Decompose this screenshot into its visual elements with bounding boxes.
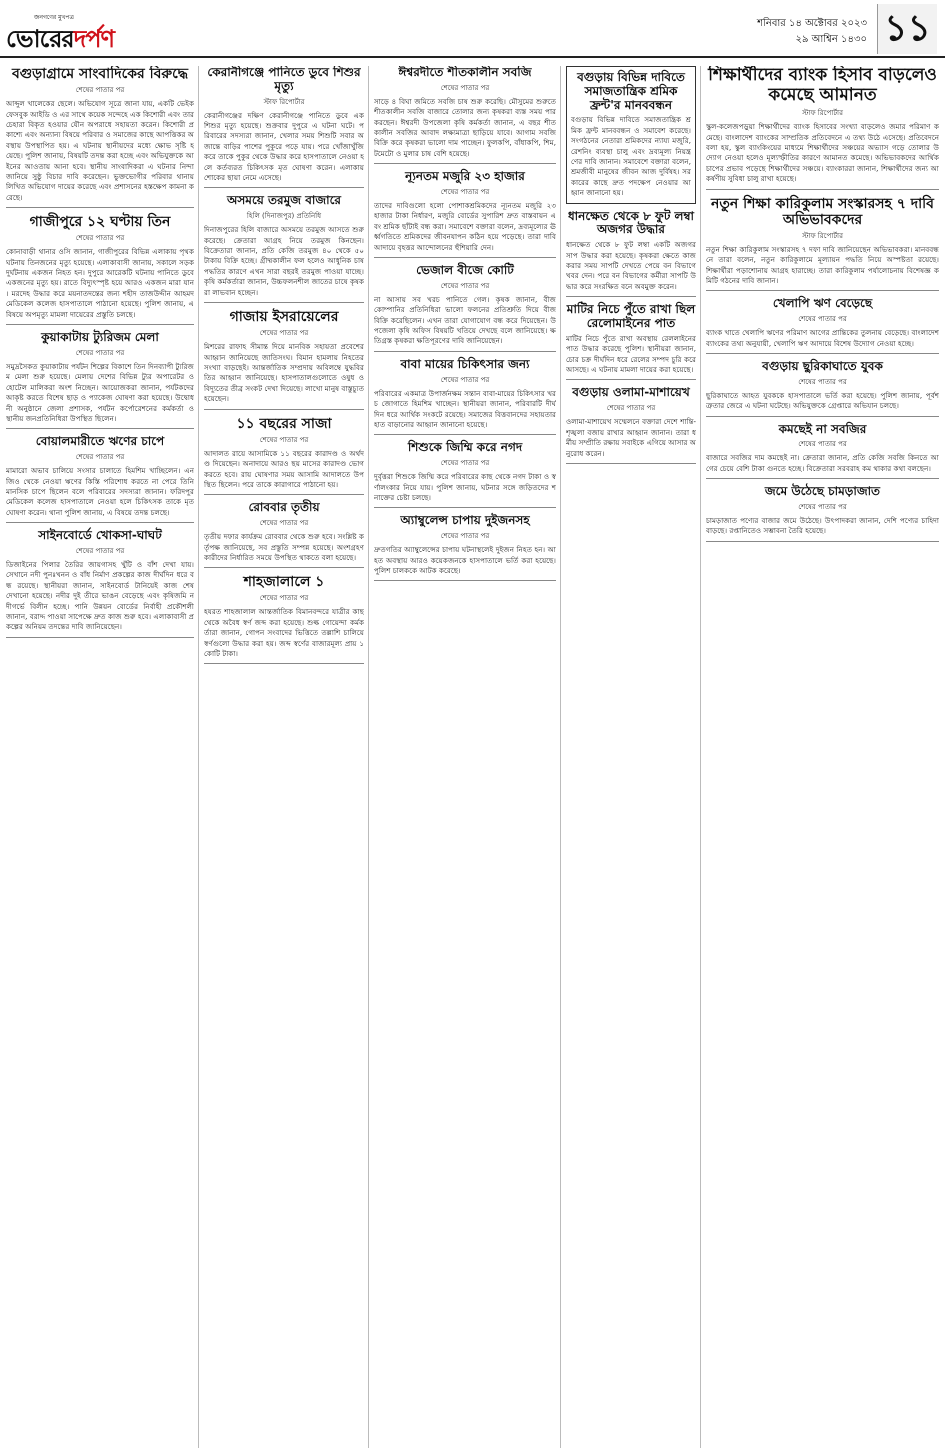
story-headline: রোববার তৃতীয় (248, 500, 320, 515)
story-headline: বোয়ালমারীতে ঋণের চাপে (35, 434, 165, 449)
story-headline: শাহজালালে ১ (243, 574, 325, 591)
news-story (6, 214, 194, 325)
story-headline: ভেজাল বীজে কোটি (416, 263, 514, 278)
masthead (0, 0, 945, 58)
news-story (204, 416, 364, 496)
news-story (374, 264, 556, 352)
news-story (706, 196, 939, 292)
logo-part-2: দর্পণ (73, 25, 115, 53)
story-body: হযরত শাহজালাল আন্তর্জাতিক বিমানবন্দরে যাত্রীর কাছ থেকে অবৈধ স্বর্ণ জব্দ করা হয়েছে। শুল্ক গোয়েন্দা কর্মকর্তারা জানান, গোপন সংবাদের ভিত্তিতে তল্লাশি চালিয়ে স্বর্ণগুলো উদ্ধার করা হয়। জব্দ স্বর্ণের বাজারমূল্য প্রায় ১ কোটি টাকা। (204, 607, 364, 659)
story-headline: কমছেই না সবজির (778, 421, 867, 436)
story-headline: বগুড়ায় বিভিন্ন দাবিতে সমাজতান্ত্রিক শ্রমিক ফ্রন্ট'র মানববন্ধন (577, 70, 685, 112)
story-subhead: শেষের পাতার পর (440, 459, 490, 468)
story-body: তাদের দাবিগুলো হলো পোশাকশ্রমিকদের ন্যূনতম মজুরি ২৩ হাজার টাকা নির্ধারণ, মজুরি বোর্ডের সুপারিশ দ্রুত বাস্তবায়ন এবং শ্রমিক ছাঁটাই বন্ধ করা। সমাবেশে বক্তারা বলেন, দ্রব্যমূল্যের ঊর্ধ্বগতিতে শ্রমিকদের জীবনযাপন কঠিন হয়ে পড়েছে। তারা দাবি আদায়ে বৃহত্তর আন্দোলনের হুঁশিয়ারি দেন। (374, 201, 556, 252)
story-subhead: স্টাফ রিপোর্টার (263, 97, 305, 106)
story-subhead: শেষের পাতার পর (75, 234, 125, 243)
story-body: কেরানীগঞ্জের দক্ষিণ কেরানীগঞ্জে পানিতে ডুবে এক শিশুর মৃত্যু হয়েছে। শুক্রবার দুপুরে এ ঘটনা ঘটে। পরিবারের সদস্যরা জানান, খেলার সময় শিশুটি সবার অজান্তে বাড়ির পাশের পুকুরে পড়ে যায়। পরে খোঁজাখুঁজি করে তাকে পুকুর থেকে উদ্ধার করে হাসপাতালে নেওয়া হলে কর্তব্যরত চিকিৎসক মৃত ঘোষণা করেন। এলাকায় শোকের ছায়া নেমে এসেছে। (204, 110, 364, 183)
column-divider (368, 66, 369, 1448)
story-headline: কুয়াকাটায় ট্যুরিজম মেলা (41, 330, 159, 345)
story-subhead: শেষের পাতার পর (75, 86, 125, 95)
story-headline: খেলাপি ঋণ বেড়েছে (772, 296, 873, 311)
column-4 (566, 66, 696, 1448)
story-body: ডিজাইনের পিলার তৈরির জায়গাসহ খুঁটি ও বাঁশ দেখা যায়। সেখানে নদী পুনঃখনন ও বাঁধ নির্মাণ প্রকল্পের কাজ দীর্ঘদিন ধরে বন্ধ রয়েছে। স্থানীয়রা জানান, সাইনবোর্ড টানিয়েই কাজ শেষ দেখানো হয়েছে। নদীর দুই তীরে ভাঙন বেড়েছে এবং কৃষিজমি নদীগর্ভে বিলীন হচ্ছে। পানি উন্নয়ন বোর্ডের নির্বাহী প্রকৌশলী জানান, বরাদ্দ পাওয়া সাপেক্ষে দ্রুত কাজ শুরু হবে। এলাকাবাসী প্রকল্পের অনিয়ম তদন্তের দাবি জানিয়েছেন। (6, 559, 194, 632)
news-story (204, 194, 364, 303)
story-subhead: শেষের পাতার পর (259, 519, 309, 528)
news-story (706, 360, 939, 417)
column-1 (6, 66, 194, 1448)
story-headline: ঈশ্বরদীতে শীতকালীন সবজি (398, 66, 532, 79)
news-story (706, 423, 939, 480)
date-bangla: ২৯ আশ্বিন ১৪৩০ (795, 34, 867, 45)
news-story (566, 210, 696, 298)
story-body: মামারো অভাব চালিয়ে সংসার চালাতে হিমশিম খাচ্ছিলেন। এনজিও থেকে নেওয়া ঋণের কিস্তি পরিশোধ করতে না পেরে তিনি মানসিক চাপে ছিলেন বলে পরিবারের সদস্যরা জানান। ফরিদপুর মেডিকেল কলেজ হাসপাতালে নেওয়া হলে চিকিৎসক তাকে মৃত ঘোষণা করেন। থানা পুলিশ জানায়, এ বিষয়ে তদন্ত চলছে। (6, 466, 194, 517)
column-divider (560, 66, 561, 1448)
story-subhead: শেষের পাতার পর (75, 348, 125, 357)
page-number: ১১ (877, 4, 937, 54)
story-subhead: শেষের পাতার পর (798, 315, 847, 324)
story-subhead: শেষের পাতার পর (259, 435, 309, 444)
news-story (374, 170, 556, 258)
story-headline: বগুড়াগ্রামে সাংবাদিকের বিরুদ্ধে (11, 66, 189, 82)
story-headline: নতুন শিক্ষা কারিকুলাম সংস্কারসহ ৭ দাবি অভিভাবকদের (711, 195, 934, 228)
story-headline: কেরানীগঞ্জে পানিতে ডুবে শিশুর মৃত্যু (207, 66, 361, 93)
story-body: বাজারে সবজির দাম কমছেই না। ক্রেতারা জানান, প্রতি কেজি সবজি কিনতে আগের চেয়ে বেশি টাকা গুনতে হচ্ছে। বিক্রেতারা সরবরাহ কম থাকার কথা বলছেন। (706, 453, 939, 473)
story-headline: ন্যূনতম মজুরি ২৩ হাজার (405, 169, 525, 184)
story-body: ব্যাংক খাতে খেলাপি ঋণের পরিমাণ আগের প্রান্তিকের তুলনায় বেড়েছে। বাংলাদেশ ব্যাংকের তথ্য অনুযায়ী, খেলাপি ঋণ আদায়ে বিশেষ উদ্যোগ নেওয়া হচ্ছে। (706, 328, 939, 348)
story-subhead: শেষের পাতার পর (798, 502, 847, 511)
column-divider (198, 66, 199, 1448)
story-subhead: শেষের পাতার পর (440, 375, 490, 384)
column-divider (700, 66, 701, 1448)
story-subhead: শেষের পাতার পর (259, 594, 309, 603)
story-subhead: শেষের পাতার পর (798, 440, 847, 449)
news-story (6, 331, 194, 429)
news-story (374, 441, 556, 508)
news-story (566, 66, 696, 204)
story-headline: জমে উঠেছে চামড়াজাত (764, 484, 881, 499)
story-subhead: শেষের পাতার পর (75, 453, 125, 462)
story-subhead: শেষের পাতার পর (440, 281, 490, 290)
story-subhead: শেষের পাতার পর (440, 188, 490, 197)
story-headline: বগুড়ায় ছুরিকাঘাতে যুবক (762, 358, 883, 373)
column-3 (374, 66, 556, 1448)
news-story (6, 435, 194, 523)
news-story (706, 297, 939, 354)
date-gregorian: শনিবার ১৪ অক্টোবর ২০২৩ (757, 18, 867, 29)
news-story (6, 529, 194, 638)
story-body: স্কুল-কলেজপড়ুয়া শিক্ষার্থীদের ব্যাংক হিসাবের সংখ্যা বাড়লেও জমার পরিমাণ কমেছে। বাংলাদেশ ব্যাংকের সাম্প্রতিক প্রতিবেদনে এ তথ্য উঠে এসেছে। প্রতিবেদনে বলা হয়, স্কুল ব্যাংকিংয়ের মাধ্যমে শিক্ষার্থীদের সঞ্চয়ের অভ্যাস গড়ে তোলার উদ্যোগ নেওয়া হলেও মূল্যস্ফীতির কারণে আমানত কমেছে। অভিভাবকদের আর্থিক চাপের প্রভাব পড়েছে শিক্ষার্থীদের সঞ্চয়ে। ব্যাংকাররা জানান, শিক্ষার্থীদের জন্য আকর্ষণীয় সুবিধা চালু রাখা হয়েছে। (706, 122, 939, 184)
news-story (374, 66, 556, 164)
story-subhead: স্টাফ রিপোর্টার (802, 231, 843, 240)
news-story (6, 66, 194, 208)
news-story (204, 574, 364, 664)
story-subhead: শেষের পাতার পর (606, 404, 656, 413)
story-headline: শিক্ষার্থীদের ব্যাংক হিসাব বাড়লেও কমেছে আমানত (708, 66, 937, 105)
story-headline: অ্যাম্বুলেন্স চাপায় দুইজনসহ (400, 513, 530, 528)
story-body: কোনাবাড়ী থানার ওসি জানান, গাজীপুরের বিভিন্ন এলাকায় পৃথক ঘটনায় তিনজনের মৃত্যু হয়েছে। এলাকাবাসী জানায়, সকালে সড়ক দুর্ঘটনায় একজন নিহত হন। দুপুরে আরেকটি ঘটনায় পানিতে ডুবে একজনের মৃত্যু হয়। রাতে বিদ্যুৎস্পৃষ্ট হয়ে আরও একজন মারা যান। মরদেহ উদ্ধার করে ময়নাতদন্তের জন্য শহীদ তাজউদ্দীন আহমদ মেডিকেল কলেজ হাসপাতালে পাঠানো হয়েছে। পুলিশ জানায়, এ বিষয়ে অপমৃত্যু মামলা দায়েরের প্রস্তুতি চলছে। (6, 247, 194, 319)
logo-part-1: ভোরের (6, 25, 74, 53)
story-subhead: হিলি (দিনাজপুর) প্রতিনিধি (246, 212, 322, 221)
news-story (706, 66, 939, 190)
story-subhead: স্টাফ রিপোর্টার (802, 109, 843, 118)
logo-tagline: জনগণের মুখপত্র (34, 14, 74, 21)
news-story (706, 485, 939, 542)
story-headline: গাজায় ইসরায়েলের (229, 309, 339, 326)
news-story (566, 303, 696, 380)
story-headline: অসময়ে তরমুজ বাজারে (226, 193, 342, 208)
story-headline: বগুড়ায় ওলামা-মাশায়েখ (572, 385, 690, 400)
story-subhead: শেষের পাতার পর (75, 546, 125, 555)
news-story (374, 514, 556, 581)
story-body: পরিবারের একমাত্র উপার্জনক্ষম সন্তান বাবা-মায়ের চিকিৎসার খরচ জোগাতে হিমশিম খাচ্ছেন। স্থানীয়রা জানান, পরিবারটি দীর্ঘদিন ধরে আর্থিক সংকটে রয়েছে। সমাজের বিত্তবানদের সহায়তার হাত বাড়ানোর আহ্বান জানানো হয়েছে। (374, 388, 556, 429)
news-story (204, 66, 364, 188)
story-subhead: শেষের পাতার পর (440, 83, 490, 92)
story-body: মিশরের রাফাহ সীমান্ত দিয়ে মানবিক সহায়তা প্রবেশের আহ্বান জানিয়েছে জাতিসংঘ। বিমান হামলায় নিহতের সংখ্যা বাড়ছেই। আন্তর্জাতিক সম্প্রদায় অবিলম্বে যুদ্ধবিরতির আহ্বান জানিয়েছে। হাসপাতালগুলোতে ওষুধ ও বিদ্যুতের তীব্র সংকট দেখা দিয়েছে। লাখো মানুষ বাস্তুচ্যুত হয়েছেন। (204, 342, 364, 404)
story-subhead: শেষের পাতার পর (440, 532, 490, 541)
story-headline: ধানক্ষেত থেকে ৮ ফুট লম্বা অজগর উদ্ধার (567, 208, 695, 237)
story-headline: ১১ বছরের সাজা (236, 415, 332, 432)
story-body: সমুদ্রসৈকত কুয়াকাটায় পর্যটন শিল্পের বিকাশে তিন দিনব্যাপী ট্যুরিজম মেলা শুরু হয়েছে। মেলায় দেশের বিভিন্ন ট্যুর অপারেটর ও হোটেল মালিকরা অংশ নিচ্ছেন। আয়োজকরা জানান, পর্যটকদের আকৃষ্ট করতে বিশেষ ছাড় ও প্যাকেজ ঘোষণা করা হয়েছে। উদ্বোধনী অনুষ্ঠানে জেলা প্রশাসক, পর্যটন কর্পোরেশনের কর্মকর্তা ও স্থানীয় জনপ্রতিনিধিরা উপস্থিত ছিলেন। (6, 361, 194, 423)
story-headline: বাবা মায়ের চিকিৎসার জন্য (400, 356, 530, 371)
story-subhead: শেষের পাতার পর (259, 329, 309, 338)
story-body: দিনাজপুরের হিলি বাজারে অসময়ে তরমুজ আসতে শুরু করেছে। ক্রেতারা আগ্রহ নিয়ে তরমুজ কিনছেন। বিক্রেতারা জানান, প্রতি কেজি তরমুজ ৪০ থেকে ৫০ টাকায় বিক্রি হচ্ছে। গ্রীষ্মকালীন ফল হলেও আধুনিক চাষ পদ্ধতির কারণে এখন সারা বছরই তরমুজ পাওয়া যাচ্ছে। কৃষি কর্মকর্তারা জানান, উচ্চফলনশীল জাতের চাষে কৃষকরা লাভবান হচ্ছেন। (204, 225, 364, 297)
news-story (204, 309, 364, 410)
story-body: দুর্বৃত্তরা শিশুকে জিম্মি করে পরিবারের কাছ থেকে নগদ টাকা ও স্বর্ণালংকার নিয়ে যায়। পুলিশ জানায়, ঘটনার সঙ্গে জড়িতদের শনাক্তের চেষ্টা চলছে। (374, 472, 556, 502)
column-5 (706, 66, 939, 1448)
story-body: দ্রুতগতির অ্যাম্বুলেন্সের চাপায় ঘটনাস্থলেই দুইজন নিহত হন। আহত অবস্থায় আরও কয়েকজনকে হাসপাতালে ভর্তি করা হয়েছে। পুলিশ চালককে আটক করেছে। (374, 545, 556, 575)
story-body: বগুড়ায় বিভিন্ন দাবিতে সমাজতান্ত্রিক শ্রমিক ফ্রন্ট মানববন্ধন ও সমাবেশ করেছে। সংগঠনের নেতারা শ্রমিকদের ন্যায্য মজুরি, রেশনিং ব্যবস্থা চালু এবং দ্রব্যমূল্য নিয়ন্ত্রণের দাবি জানান। সমাবেশে বক্তারা বলেন, শ্রমজীবী মানুষের জীবন আজ দুর্বিষহ। সরকারের কাছে দ্রুত পদক্ষেপ নেওয়ার আহ্বান জানানো হয়। (571, 115, 691, 198)
logo-text (6, 21, 114, 61)
story-body: ছুরিকাঘাতে আহত যুবককে হাসপাতালে ভর্তি করা হয়েছে। পুলিশ জানায়, পূর্বশত্রুতার জেরে এ ঘটনা ঘটেছে। অভিযুক্তকে গ্রেপ্তারে অভিযান চলছে। (706, 390, 939, 411)
story-body: নতুন শিক্ষা কারিকুলাম সংস্কারসহ ৭ দফা দাবি জানিয়েছেন অভিভাবকরা। মানববন্ধনে তারা বলেন, নতুন কারিকুলামে মূল্যায়ন পদ্ধতি নিয়ে অস্পষ্টতা রয়েছে। শিক্ষার্থীরা পড়াশোনায় আগ্রহ হারাচ্ছে। তারা কারিকুলাম পর্যালোচনায় বিশেষজ্ঞ কমিটি গঠনের দাবি জানান। (706, 244, 939, 285)
column-2 (204, 66, 364, 1448)
story-body: চামড়াজাত পণ্যের বাজার জমে উঠেছে। উৎপাদকরা জানান, দেশি পণ্যের চাহিদা বাড়ছে। রপ্তানিতেও সম্ভাবনা তৈরি হয়েছে। (706, 515, 939, 536)
story-body: মাটির নিচে পুঁতে রাখা অবস্থায় রেললাইনের পাত উদ্ধার করেছে পুলিশ। স্থানীয়রা জানান, চোর চক্র দীর্ঘদিন ধরে রেলের সম্পদ চুরি করে আসছে। এ ঘটনায় মামলা দায়ের করা হয়েছে। (566, 333, 696, 375)
story-headline: গাজীপুরে ১২ ঘণ্টায় তিন (29, 214, 171, 231)
news-story (374, 358, 556, 435)
news-story (204, 501, 364, 568)
story-body: না আসায় সব খরচ পানিতে গেল। কৃষক জানান, বীজ কোম্পানির প্রতিনিধিরা ভালো ফলনের প্রতিশ্রুতি দিয়ে বীজ বিক্রি করেছিলেন। এখন তারা যোগাযোগ বন্ধ করে দিয়েছেন। উপজেলা কৃষি অফিস বিষয়টি খতিয়ে দেখছে বলে জানিয়েছে। ক্ষতিগ্রস্ত কৃষকরা ক্ষতিপূরণের দাবি জানিয়েছেন। (374, 294, 556, 346)
story-body: আদালত রায়ে আসামিকে ১১ বছরের কারাদণ্ড ও অর্থদণ্ড দিয়েছেন। অনাদায়ে আরও ছয় মাসের কারাদণ্ড ভোগ করতে হবে। রায় ঘোষণার সময় আসামি আদালতে উপস্থিত ছিলেন। পরে তাকে কারাগারে পাঠানো হয়। (204, 448, 364, 489)
news-story (566, 386, 696, 463)
story-body: ধানক্ষেত থেকে ৮ ফুট লম্বা একটি অজগর সাপ উদ্ধার করা হয়েছে। কৃষকরা ক্ষেতে কাজ করার সময় সাপটি দেখতে পেয়ে বন বিভাগে খবর দেন। পরে বন বিভাগের কর্মীরা সাপটি উদ্ধার করে সংরক্ষিত বনে অবমুক্ত করেন। (566, 240, 696, 291)
story-body: সাড়ে ৪ বিঘা জমিতে সবজি চাষ শুরু করেছি। মৌসুমের শুরুতে শীতকালীন সবজি বাজারে তোলার জন্য কৃষকরা ব্যস্ত সময় পার করছেন। ঈশ্বরদী উপজেলা কৃষি কর্মকর্তা জানান, এ বছর শীতকালীন সবজির আবাদ লক্ষ্যমাত্রা ছাড়িয়ে যাবে। আগাম সবজি বিক্রি করে কৃষকরা ভালো দাম পাচ্ছেন। ফুলকপি, বাঁধাকপি, শিম, টমেটো ও মুলার চাষ বেশি হয়েছে। (374, 96, 556, 158)
story-body: তৃতীয় দফার কার্যক্রম রোববার থেকে শুরু হবে। সংশ্লিষ্ট কর্তৃপক্ষ জানিয়েছে, সব প্রস্তুতি সম্পন্ন হয়েছে। অংশগ্রহণকারীদের নির্ধারিত সময়ে উপস্থিত থাকতে বলা হয়েছে। (204, 532, 364, 562)
story-subhead: শেষের পাতার পর (798, 377, 847, 386)
story-headline: মাটির নিচে পুঁতে রাখা ছিল রেলোমাইনের পাত (566, 302, 696, 331)
dateline (757, 16, 867, 48)
story-body: আব্দুল খালেকের ছেলে। অভিযোগ সূত্রে জানা যায়, একটি ভেইক ফেসবুক আইডি ও এর সাথে কয়েক সন্দেহে এক কিশোরী এবং তার চেহারা বিকৃত হওয়ার যৌন অপরাধে সহায়তা করেন। কিশোরী প্রকাশ্যে এবং অন্যান্য বিষয়ে পরিবার ও সমাজের কাছে আপত্তিকর অবস্থায় উপস্থাপিত হয়। এ ঘটনায় স্থানীয়দের মধ্যে ক্ষোভ সৃষ্টি হয়েছে। পুলিশ জানায়, বিষয়টি তদন্ত করা হচ্ছে এবং অভিযুক্তকে আইনের আওতায় আনা হবে। স্থানীয় সাংবাদিকরা এ ঘটনার নিন্দা জানিয়ে সুষ্ঠু বিচার দাবি করেছেন। ভুক্তভোগীর পরিবার থানায় লিখিত অভিযোগ দায়ের করেছে এবং প্রশাসনের হস্তক্ষেপ কামনা করেছে। (6, 99, 194, 202)
newspaper-logo (4, 6, 114, 54)
story-headline: শিশুকে জিম্মি করে নগদ (407, 440, 523, 455)
story-headline: সাইনবোর্ডে খোকসা-ঘাঘট (38, 528, 162, 543)
story-body: ওলামা-মাশায়েখ সম্মেলনে বক্তারা দেশে শান্তি-শৃঙ্খলা বজায় রাখার আহ্বান জানান। তারা ধর্মীয় সম্প্রীতি রক্ষায় সবাইকে এগিয়ে আসার অনুরোধ করেন। (566, 417, 696, 458)
